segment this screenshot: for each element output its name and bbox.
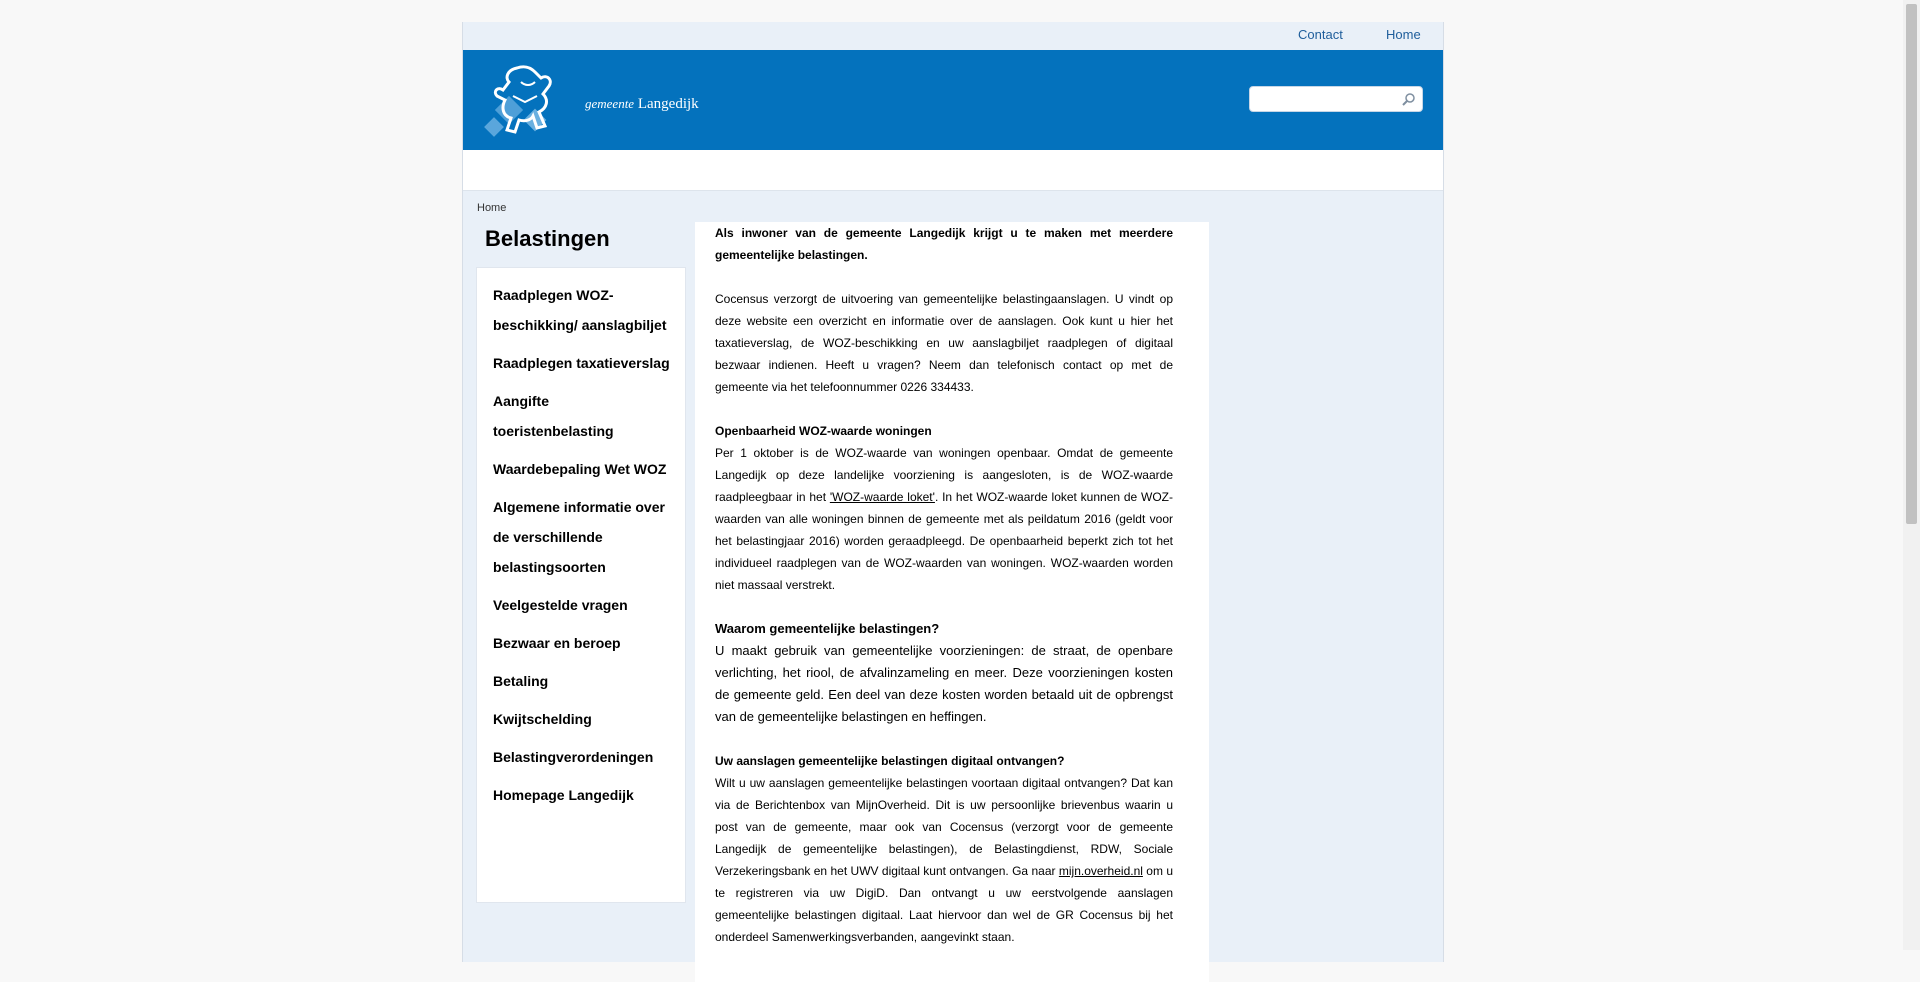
top-bar [463, 22, 1443, 50]
logo-text [585, 96, 699, 113]
sidebar-item-homepage[interactable]: Homepage Langedijk [493, 787, 634, 803]
paragraph-text: om u te registreren via uw DigiD. Dan ontvangt u uw eerstvolgende aanslagen gemeentelijke belastingen digitaal. Laat hiervoor dan wel de GR Cocensus bij het onderdeel Samenwerkingsverbanden, aangevinkt staan. [715, 864, 1174, 944]
sidebar-item-raadplegen-woz[interactable]: Raadplegen WOZ-beschikking/ aanslagbiljet [493, 287, 667, 333]
home-link[interactable]: Home [1386, 27, 1421, 42]
sidebar-item-waardebepaling[interactable]: Waardebepaling Wet WOZ [493, 461, 667, 477]
sidebar [476, 267, 686, 903]
heading-digitaal: Uw aanslagen gemeentelijke belastingen digitaal ontvangen? [715, 754, 1065, 768]
sidebar-title: Belastingen [485, 226, 610, 251]
paragraph-text: Per 1 oktober is de WOZ-waarde van woningen openbaar. Omdat de gemeente Langedijk op deze landelijke voorziening is aangesloten, is de WOZ-waarde raadpleegbaar in het [715, 446, 1173, 504]
paragraph-digitaal [715, 772, 1173, 948]
search-box [1249, 86, 1423, 112]
contact-link[interactable]: Contact [1298, 27, 1343, 42]
breadcrumb[interactable]: Home [477, 202, 507, 214]
paragraph-text: Wilt u uw aanslagen gemeentelijke belastingen voortaan digitaal ontvangen? Dat kan via de Berichtenbox van MijnOverheid. Dit is uw persoonlijke brievenbus waarin u post van de gemeente, maar ook van Cocensus (verzorgt voor de gemeente Langedijk de gemeentelijke belastingen), de Belastingdienst, RDW, Sociale Verzekeringsbank en het UWV digitaal kunt ontvangen. Ga naar [715, 776, 1173, 878]
scrollbar[interactable] [1903, 0, 1920, 950]
scrollbar-thumb[interactable] [1906, 4, 1917, 524]
sidebar-item-verordeningen[interactable]: Belastingverordeningen [493, 749, 654, 765]
sidebar-item-betaling[interactable]: Betaling [493, 673, 549, 689]
page-container [462, 22, 1444, 962]
search-input[interactable] [1254, 90, 1398, 108]
paragraph-text: . In het WOZ-waarde loket kunnen de WOZ-waarden van alle woningen binnen de gemeente met als peildatum 2016 (geldt voor het belastingjaar 2016) worden geraadpleegd. De openbaarheid beperkt zich tot het individueel raadplegen van de WOZ-waarden van woningen. WOZ-waarden worden niet massaal verstrekt. [715, 490, 1174, 592]
logo[interactable] [477, 60, 717, 146]
sidebar-item-bezwaar[interactable]: Bezwaar en beroep [493, 635, 621, 651]
lion-emblem-icon [477, 60, 573, 146]
intro-text: Als inwoner van de gemeente Langedijk krijgt u te maken met meerdere gemeentelijke belastingen. [715, 226, 1173, 262]
sidebar-item-toeristenbelasting[interactable]: Aangifte toeristenbelasting [493, 393, 614, 439]
sidebar-item-veelgestelde-vragen[interactable]: Veelgestelde vragen [493, 597, 628, 613]
mijn-overheid-link[interactable]: mijn.overheid.nl [1058, 864, 1143, 878]
sidebar-item-algemene-informatie[interactable]: Algemene informatie over de verschillende belastingsoorten [493, 499, 665, 575]
sidebar-item-kwijtschelding[interactable]: Kwijtschelding [493, 711, 592, 727]
nav-strip [463, 150, 1443, 191]
paragraph-openbaarheid [715, 442, 1173, 596]
heading-openbaarheid: Openbaarheid WOZ-waarde woningen [715, 424, 932, 438]
paragraph-waarom: U maakt gebruik van gemeentelijke voorzieningen: de straat, de openbare verlichting, het riool, de afvalinzameling en meer. Deze voorzieningen kosten de gemeente geld. Een deel van deze kosten worden betaald uit de opbrengst van de gemeentelijke belastingen en heffingen. [715, 643, 1173, 724]
paragraph-cocensus: Cocensus verzorgt de uitvoering van gemeentelijke belastingaanslagen. U vindt op deze website een overzicht en informatie over de aanslagen. Ook kunt u hier het taxatieverslag, de WOZ-beschikking en uw aanslagbiljet raadplegen of digitaal bezwaar indienen. Heeft u vragen? Neem dan telefonisch contact op met de gemeente via het telefoonnummer 0226 334433. [715, 292, 1173, 394]
logo-name: Langedijk [637, 96, 699, 112]
logo-prefix: gemeente [585, 96, 635, 111]
site-header [463, 50, 1443, 150]
sidebar-item-taxatieverslag[interactable]: Raadplegen taxatieverslag [493, 355, 670, 371]
search-icon[interactable] [1402, 92, 1416, 106]
woz-waarde-loket-link[interactable]: 'WOZ-waarde loket' [829, 490, 935, 504]
heading-waarom: Waarom gemeentelijke belastingen? [715, 621, 940, 636]
main-content [695, 222, 1209, 982]
